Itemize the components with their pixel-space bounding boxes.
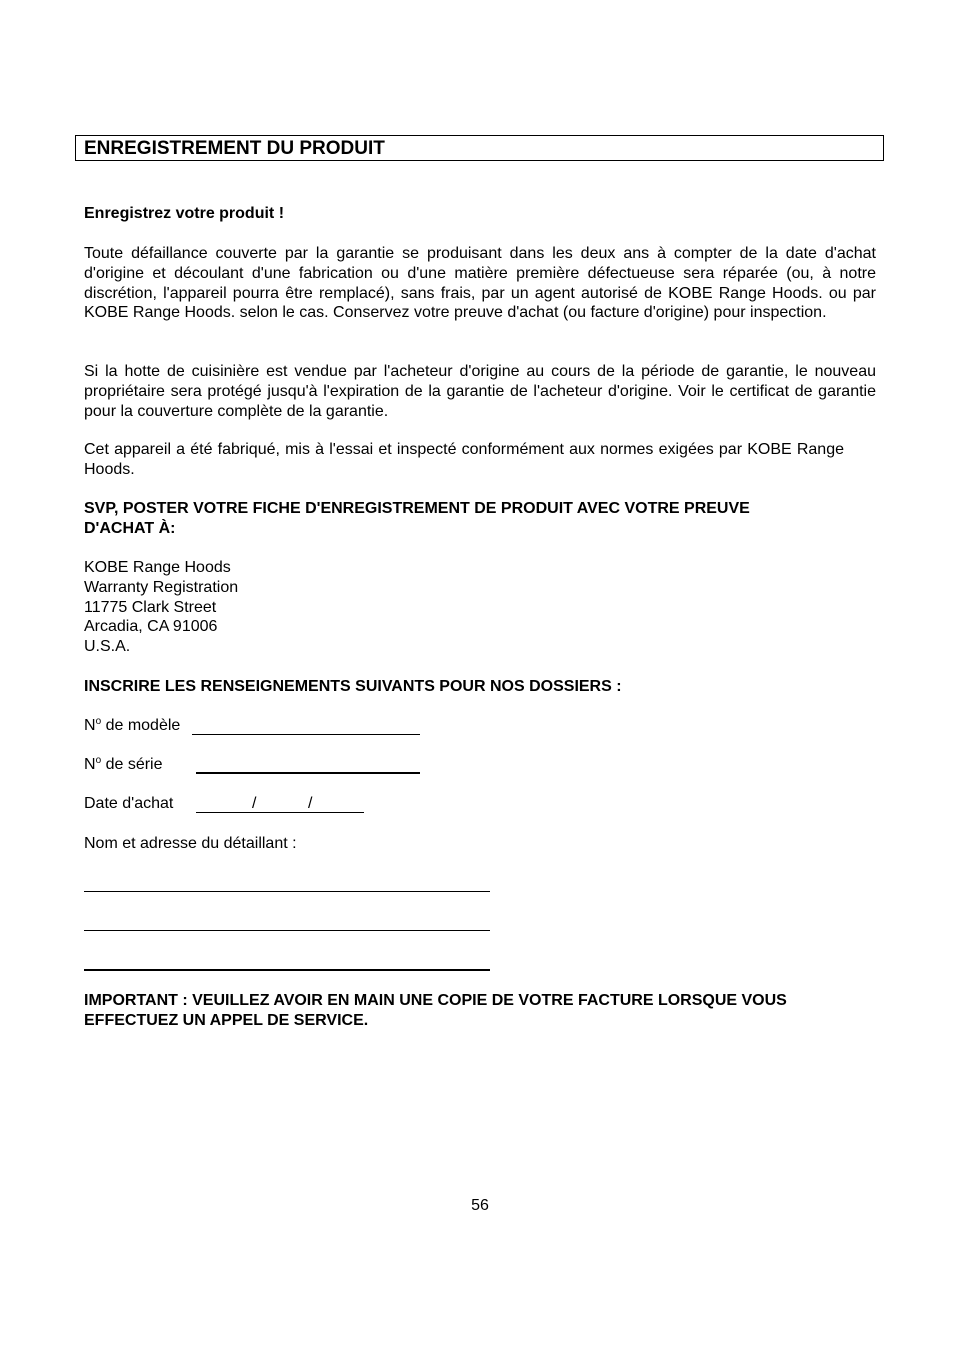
retailer-label: Nom et adresse du détaillant :	[84, 835, 297, 852]
ownership-paragraph: Si la hotte de cuisinière est vendue par l'acheteur d'origine au cours de la période de garantie, le nouveau propriétaire sera protégé jusqu'à l'expiration de la garantie de l'acheteur d'origine. Voir le certificat de garantie pour la couverture complète de la garantie.	[84, 363, 876, 420]
section-header	[75, 135, 884, 161]
serial-number-field[interactable]	[196, 772, 420, 774]
serial-label-text: de série	[101, 756, 163, 773]
model-sup: o	[95, 716, 102, 727]
date-separator: /	[252, 795, 257, 812]
page-number: 56	[471, 1197, 489, 1214]
retailer-line-2[interactable]	[84, 930, 490, 931]
date-separator: /	[308, 795, 313, 812]
warranty-paragraph: Toute défaillance couverte par la garantie se produisant dans les deux ans à compter de la date d'achat d'origine et découlant d'une fabrication ou d'une matière première défectueuse sera réparée (ou, à notre discrétion, l'appareil pourra être remplacé), sans frais, par un agent autorisé de KOBE Range Hoods. ou par KOBE Range Hoods. selon le cas. Conservez votre preuve d'achat (ou facture d'origine) pour inspection.	[84, 245, 876, 322]
intro-heading: Enregistrez votre produit !	[84, 205, 285, 222]
model-label-text: de modèle	[101, 717, 181, 734]
mailing-address	[84, 558, 238, 657]
purchase-date-label: Date d'achat	[84, 795, 174, 812]
manufacture-paragraph: Cet appareil a été fabriqué, mis à l'essai et inspecté conformément aux normes exigées par KOBE Range Hoods.	[84, 441, 844, 478]
mail-instruction	[84, 499, 750, 539]
retailer-line-3[interactable]	[84, 969, 490, 971]
model-number-label	[84, 716, 180, 738]
serial-sup: o	[95, 755, 102, 766]
model-number-field[interactable]	[192, 734, 420, 735]
important-line-2: EFFECTUEZ UN APPEL DE SERVICE.	[84, 1011, 369, 1029]
serial-prefix: N	[84, 756, 96, 773]
address-line: U.S.A.	[84, 638, 131, 656]
address-line: Arcadia, CA 91006	[84, 618, 218, 636]
address-line: KOBE Range Hoods	[84, 559, 231, 576]
address-line: Warranty Registration	[84, 578, 239, 596]
purchase-date-field[interactable]	[196, 812, 364, 813]
model-prefix: N	[84, 717, 96, 734]
serial-number-label	[84, 755, 163, 777]
retailer-line-1[interactable]	[84, 891, 490, 892]
mail-instruction-line-1: SVP, POSTER VOTRE FICHE D'ENREGISTREMENT DE PRODUIT AVEC VOTRE PREUVE	[84, 500, 750, 517]
important-line-1: IMPORTANT : VEUILLEZ AVOIR EN MAIN UNE COPIE DE VOTRE FACTURE LORSQUE VOUS	[84, 992, 787, 1009]
important-notice	[84, 991, 787, 1031]
page-title: ENREGISTREMENT DU PRODUIT	[84, 138, 385, 159]
mail-instruction-line-2: D'ACHAT À:	[84, 519, 176, 537]
address-line: 11775 Clark Street	[84, 598, 217, 616]
records-heading: INSCRIRE LES RENSEIGNEMENTS SUIVANTS POUR NOS DOSSIERS :	[84, 678, 622, 695]
